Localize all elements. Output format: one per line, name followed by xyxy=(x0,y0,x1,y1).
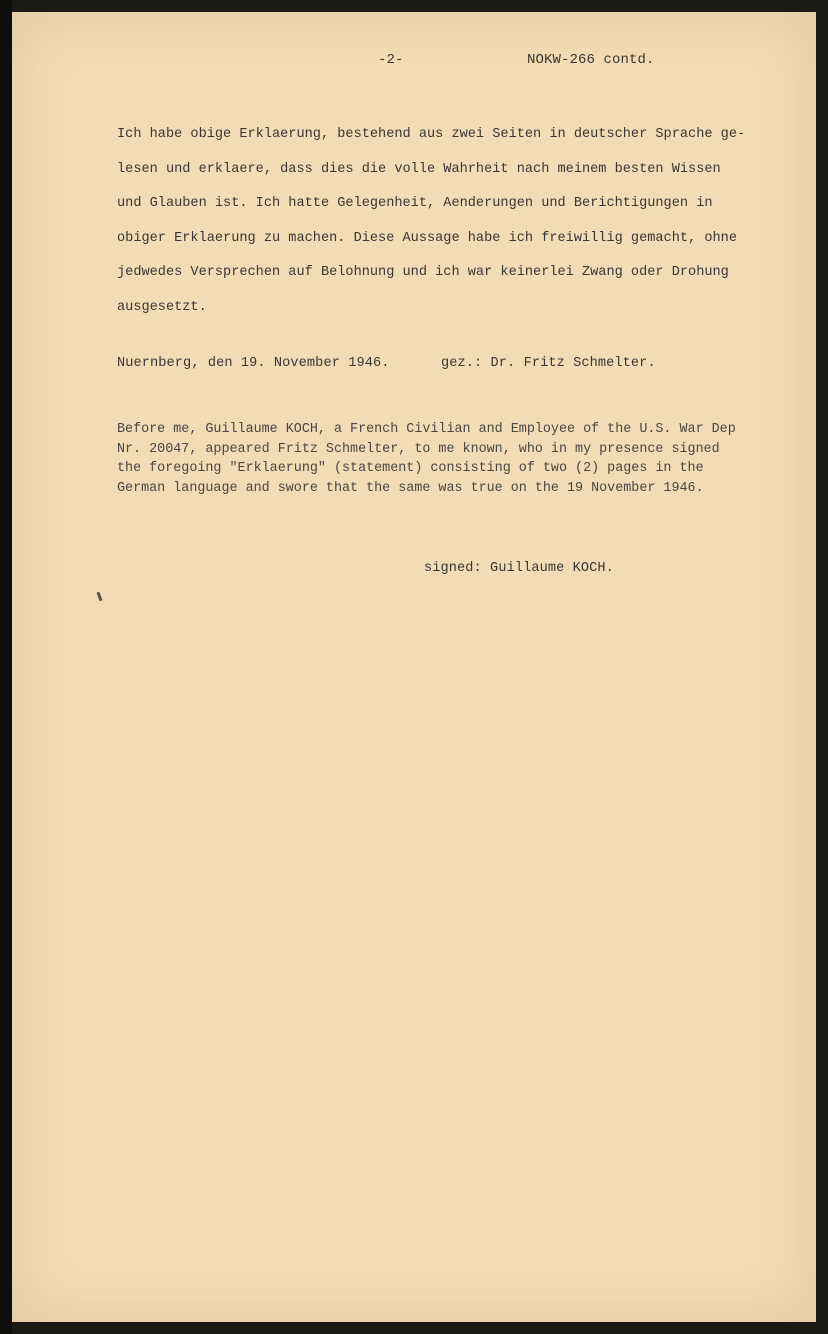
statement-signature: gez.: Dr. Fritz Schmelter. xyxy=(441,356,656,371)
document-reference: NOKW-266 contd. xyxy=(527,52,655,68)
attestation-paragraph xyxy=(117,420,767,498)
attestation-line: Before me, Guillaume KOCH, a French Civilian and Employee of the U.S. War Dep xyxy=(117,422,736,437)
statement-line: und Glauben ist. Ich hatte Gelegenheit, Aenderungen und Berichtigungen in xyxy=(117,196,713,211)
statement-line: lesen und erklaere, dass dies die volle Wahrheit nach meinem besten Wissen xyxy=(117,161,721,177)
statement-paragraph xyxy=(117,118,767,325)
scan-edge xyxy=(0,0,12,1334)
attestation-line: German language and swore that the same was true on the 19 November 1946. xyxy=(117,480,704,496)
place-date: Nuernberg, den 19. November 1946. xyxy=(117,356,390,371)
statement-line: obiger Erklaerung zu machen. Diese Aussage habe ich freiwillig gemacht, ohne xyxy=(117,230,737,246)
statement-line: Ich habe obige Erklaerung, bestehend aus zwei Seiten in deutscher Sprache ge- xyxy=(117,127,746,142)
statement-line: ausgesetzt. xyxy=(117,299,207,315)
page-number: -2- xyxy=(378,52,404,68)
attestation-signature: signed: Guillaume KOCH. xyxy=(424,561,614,576)
statement-line: jedwedes Versprechen auf Belohnung und ich war keinerlei Zwang oder Drohung xyxy=(117,265,729,280)
attestation-line: the foregoing "Erklaerung" (statement) consisting of two (2) pages in the xyxy=(117,461,704,476)
attestation-line: Nr. 20047, appeared Fritz Schmelter, to me known, who in my presence signed xyxy=(117,441,720,457)
